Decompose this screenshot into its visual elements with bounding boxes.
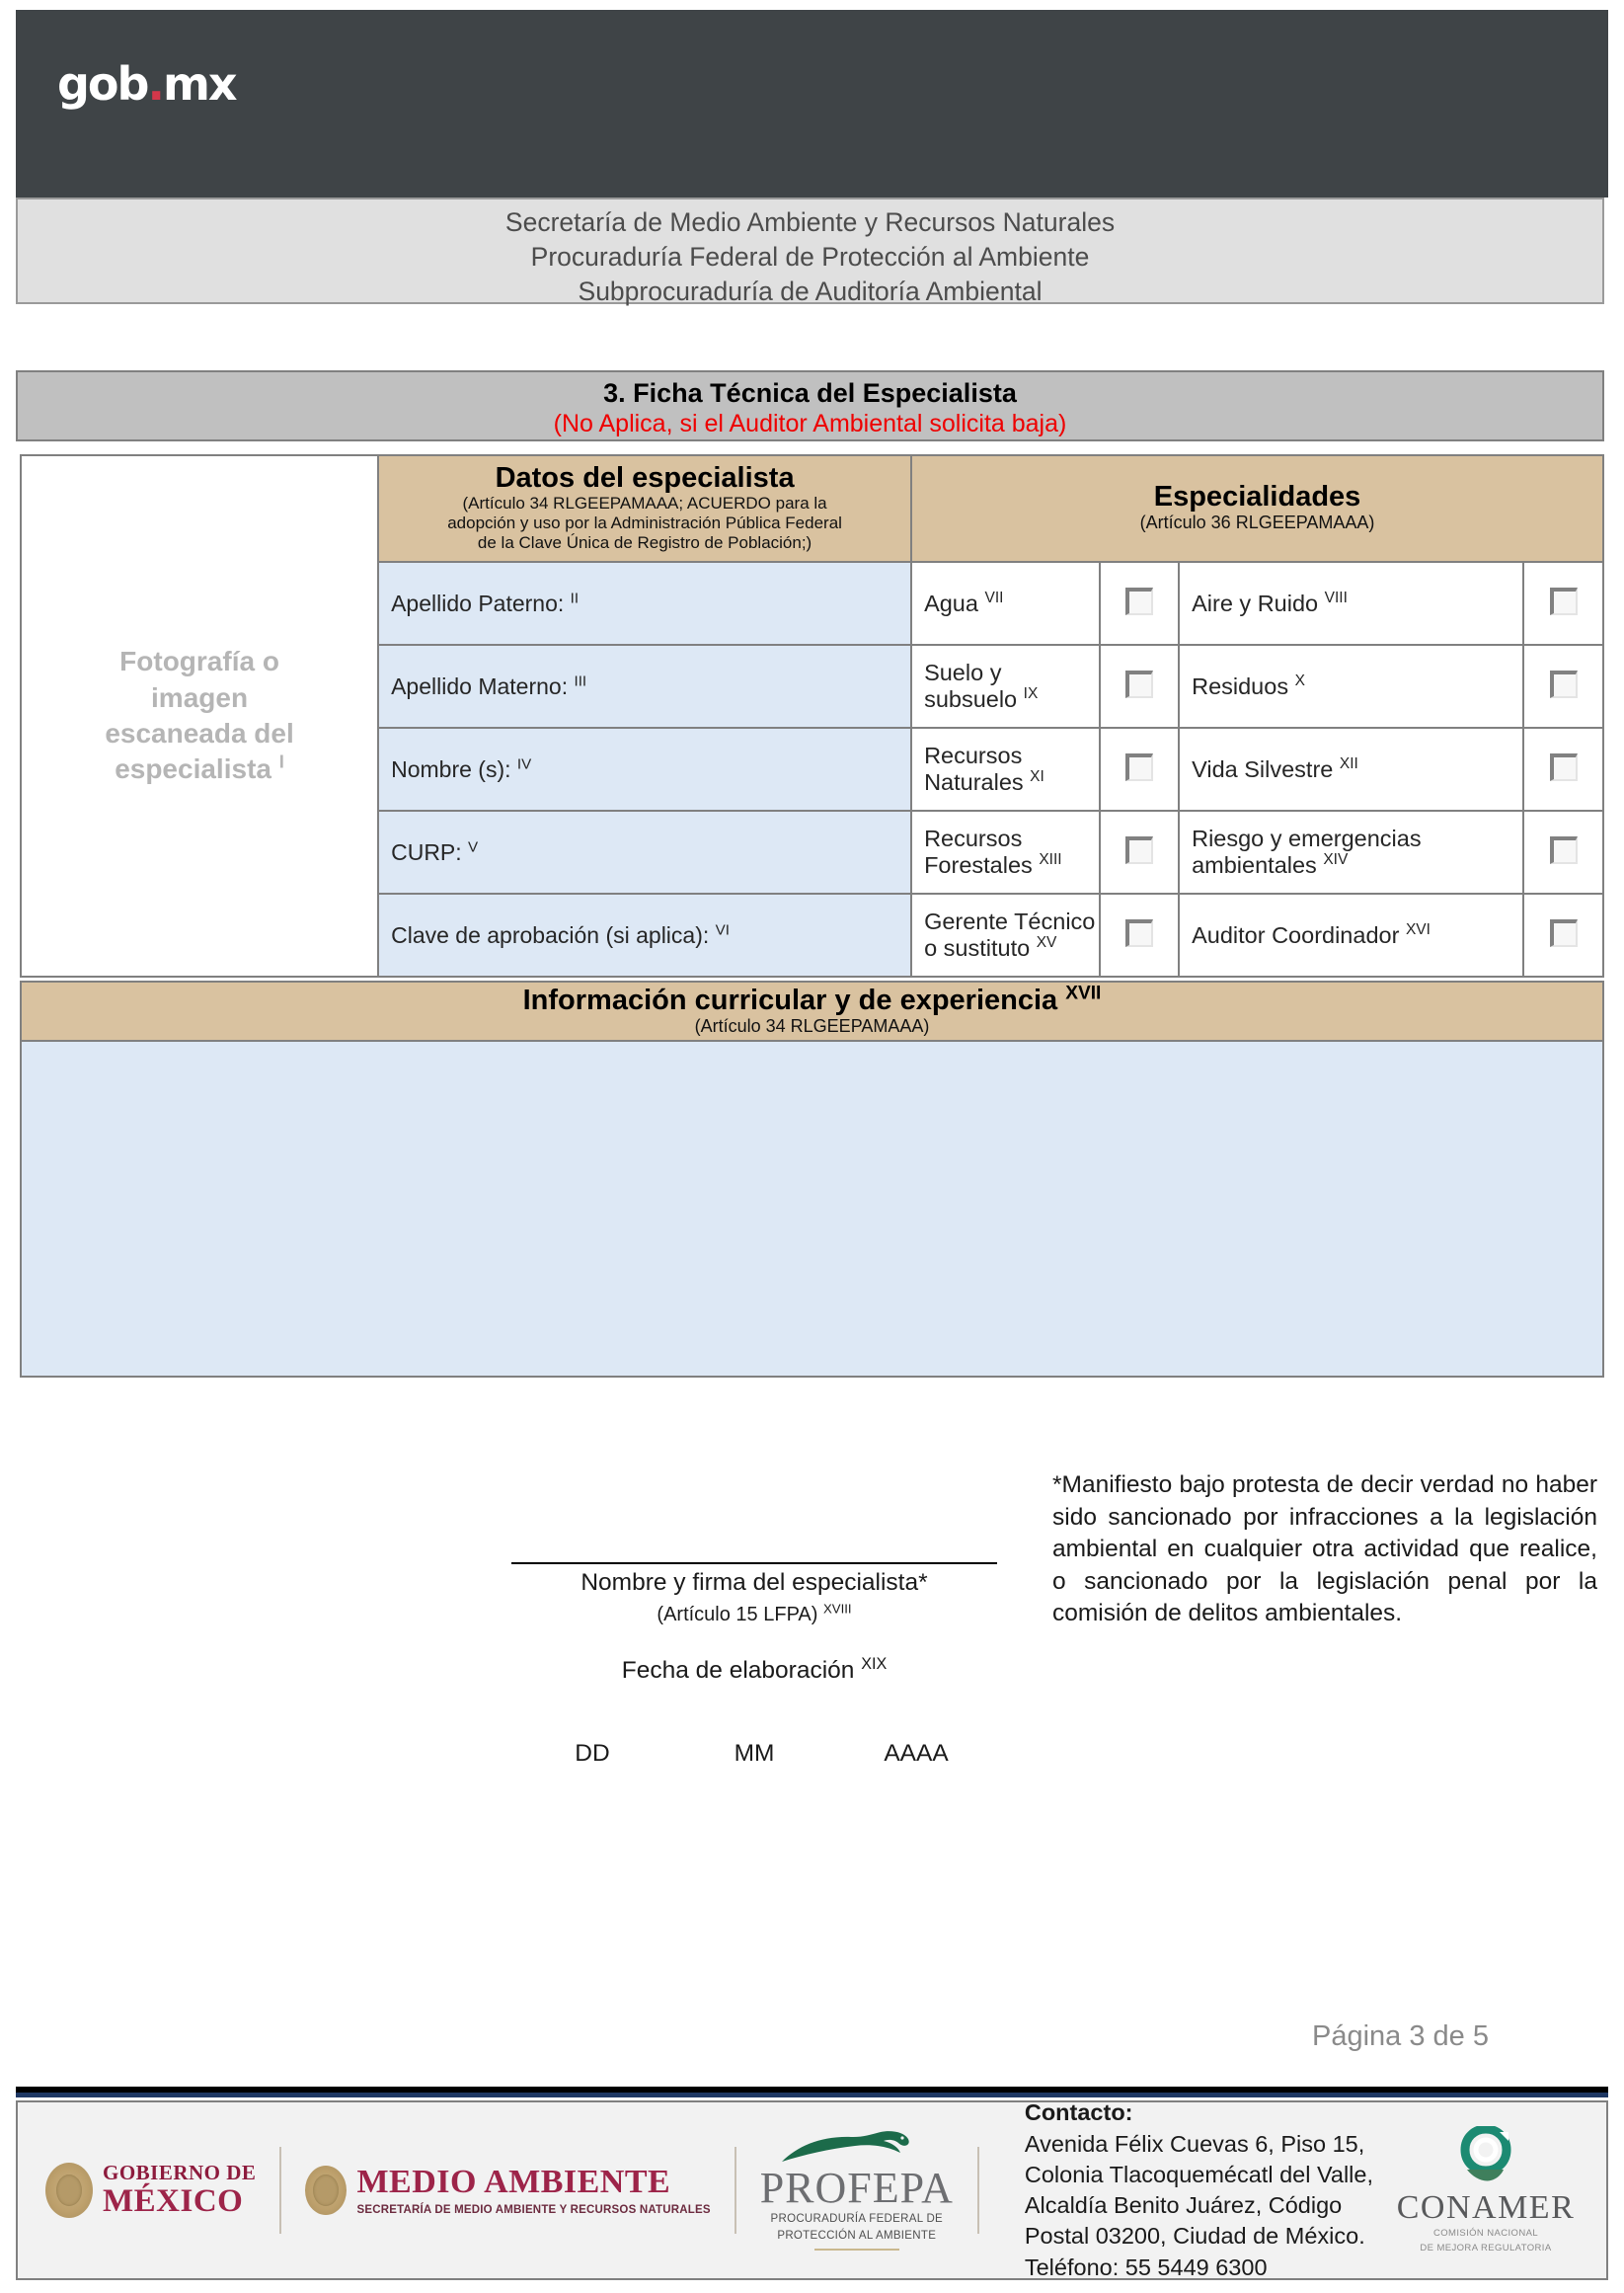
checkbox-icon[interactable] (1550, 753, 1578, 781)
profepa-sub-2: PROTECCIÓN AL AMBIENTE (777, 2229, 937, 2242)
specialty-label-suelo-y-subsuelo: Suelo y subsuelo $^{IX}$ (911, 645, 1100, 728)
curricular-header (20, 981, 1604, 1042)
date-part-mm[interactable]: MM (734, 1740, 775, 1767)
datos-header-sub-2: adopción y uso por la Administración Pública Federal (447, 514, 842, 533)
checkbox-icon[interactable] (1125, 836, 1153, 864)
checkbox-icon[interactable] (1125, 919, 1153, 947)
field-apellido-materno[interactable] (378, 645, 911, 728)
conamer-mark-icon (1457, 2126, 1514, 2187)
section-title: 3. Ficha Técnica del Especialista (603, 378, 1017, 408)
field-ref: III (574, 672, 587, 689)
page-number: Página 3 de 5 (1312, 2020, 1489, 2052)
signature-sub-ref: XVIII (823, 1601, 852, 1617)
gobierno-line-1: GOBIERNO DE (103, 2161, 257, 2185)
profepa-rule (814, 2249, 899, 2251)
curricular-textarea[interactable] (20, 1042, 1604, 1378)
logo-profepa (760, 2130, 954, 2252)
checkbox-icon[interactable] (1550, 919, 1578, 947)
photo-line-3: escaneada del (105, 718, 294, 750)
dependency-line-3: Subprocuraduría de Auditoría Ambiental (578, 277, 1043, 307)
logo-divider (279, 2147, 281, 2234)
contact-title: Contacto: (1024, 2099, 1133, 2126)
specialty-checkbox-suelo-y-subsuelo[interactable] (1100, 645, 1179, 728)
curricular-ref: XVII (1065, 983, 1102, 1004)
photo-line-1: Fotografía o (119, 646, 279, 677)
specialty-label-gerente-tecnico: Gerente Técnico o sustituto $^{XV}$ (911, 894, 1100, 977)
checkbox-icon[interactable] (1125, 671, 1153, 698)
gobmx-logo-text: gob (57, 57, 148, 111)
checkbox-icon[interactable] (1550, 671, 1578, 698)
specialty-label-recursos-naturales: Recursos Naturales $^{XI}$ (911, 728, 1100, 811)
eagle-seal-icon (305, 2166, 347, 2215)
contact-phone: Teléfono: 55 5449 6300 (1024, 2253, 1268, 2280)
especialidades-header-title: Especialidades (1153, 481, 1361, 514)
field-apellido-paterno[interactable] (378, 562, 911, 645)
specialty-checkbox-aire-y-ruido[interactable] (1523, 562, 1603, 645)
specialty-label-agua: Agua $^{VII}$ (911, 562, 1100, 645)
logo-divider (977, 2147, 979, 2234)
field-label: CURP: (391, 838, 462, 865)
fecha-ref: XIX (861, 1654, 888, 1673)
signature-sub: (Artículo 15 LFPA) $^{XVIII}$ (657, 1601, 852, 1625)
field-ref: VI (715, 920, 730, 938)
gobmx-banner (16, 10, 1608, 198)
photo-placeholder-cell[interactable] (21, 455, 378, 977)
gobierno-line-2: MÉXICO (103, 2183, 244, 2220)
curricular-sub: (Artículo 34 RLGEEPAMAAA) (694, 1016, 930, 1037)
field-ref: V (468, 837, 479, 855)
especialidades-header (911, 455, 1603, 562)
fecha-elaboracion-label: Fecha de elaboración $^{XIX}$ (621, 1654, 888, 1684)
table-header-row (21, 455, 1603, 562)
specialty-label-residuos: Residuos $^X$ (1179, 645, 1523, 728)
profepa-bird-icon (778, 2130, 936, 2166)
specialty-checkbox-auditor-coordinador[interactable] (1523, 894, 1603, 977)
checkbox-icon[interactable] (1125, 588, 1153, 615)
specialty-checkbox-riesgo-y-emergencias[interactable] (1523, 811, 1603, 894)
specialty-label-auditor-coordinador: Auditor Coordinador $^{XVI}$ (1179, 894, 1523, 977)
datos-especialista-header (378, 455, 911, 562)
field-ref: II (570, 589, 580, 606)
contact-address: Avenida Félix Cuevas 6, Piso 15, Colonia Tlacoquemécatl del Valle, Alcaldía Benito Juárez, Código Postal 03200, Ciudad de México. (1024, 2130, 1374, 2250)
especialidades-header-sub: (Artículo 36 RLGEEPAMAAA) (1139, 513, 1375, 533)
datos-header-sub-1: (Artículo 34 RLGEEPAMAAA; ACUERDO para la (462, 494, 827, 514)
specialist-form-table (20, 454, 1604, 978)
photo-line-4: especialista $^I$ (115, 751, 284, 785)
checkbox-icon[interactable] (1125, 753, 1153, 781)
conamer-sub-2: DE MEJORA REGULATORIA (1420, 2243, 1552, 2253)
curricular-title: Información curricular y de experiencia $^{XVII}$ (522, 983, 1102, 1016)
specialty-checkbox-recursos-forestales[interactable] (1100, 811, 1179, 894)
checkbox-icon[interactable] (1550, 836, 1578, 864)
field-clave-aprobacion[interactable] (378, 894, 911, 977)
gobmx-logo (57, 57, 236, 111)
specialty-checkbox-residuos[interactable] (1523, 645, 1603, 728)
logo-medio-ambiente (356, 2165, 710, 2216)
signature-line (511, 1562, 997, 1564)
date-part-dd[interactable]: DD (575, 1740, 610, 1767)
field-ref: IV (516, 754, 532, 772)
photo-line-2: imagen (151, 681, 249, 713)
section-title-bar (16, 370, 1604, 441)
field-nombres[interactable] (378, 728, 911, 811)
date-parts-row (511, 1740, 997, 1768)
date-part-aaaa[interactable]: AAAA (884, 1740, 949, 1767)
manifiesto-text: *Manifiesto bajo protesta de decir verdad no haber sido sancionado por infracciones a la legislación ambiental en cualquier otra actividad que realice, o sancionado por la legislación penal por la comisión de delitos ambientales. (1052, 1471, 1597, 1627)
photo-note-ref: I (278, 751, 284, 773)
field-label: Apellido Materno: (391, 672, 569, 699)
specialty-label-aire-y-ruido: Aire y Ruido $^{VIII}$ (1179, 562, 1523, 645)
gobmx-logo-dot: . (147, 57, 163, 111)
profepa-title: PROFEPA (759, 2163, 954, 2212)
eagle-seal-icon (45, 2163, 93, 2218)
specialty-checkbox-agua[interactable] (1100, 562, 1179, 645)
profepa-sub-1: PROCURADURÍA FEDERAL DE (770, 2212, 944, 2225)
medio-ambiente-sub: SECRETARÍA DE MEDIO AMBIENTE Y RECURSOS NATURALES (356, 2203, 711, 2216)
conamer-sub-1: COMISIÓN NACIONAL (1432, 2227, 1539, 2239)
logo-gobierno-de-mexico (103, 2162, 256, 2219)
gobmx-logo-suffix: mx (162, 57, 236, 111)
field-curp[interactable] (378, 811, 911, 894)
field-label: Apellido Paterno: (391, 590, 565, 616)
specialty-label-recursos-forestales: Recursos Forestales $^{XIII}$ (911, 811, 1100, 894)
conamer-title: CONAMER (1396, 2188, 1576, 2226)
dependency-line-1: Secretaría de Medio Ambiente y Recursos Naturales (504, 207, 1116, 237)
logo-conamer (1387, 2126, 1606, 2255)
datos-header-title: Datos del especialista (495, 462, 795, 494)
specialty-checkbox-gerente-tecnico[interactable] (1100, 894, 1179, 977)
contact-info (1003, 2097, 1387, 2283)
field-label: Nombre (s): (391, 755, 511, 782)
dependency-block (16, 198, 1604, 307)
footer-rule-blue (16, 2093, 1608, 2097)
specialty-checkbox-vida-silvestre[interactable] (1523, 728, 1603, 811)
logo-divider (735, 2147, 736, 2234)
specialty-label-riesgo-y-emergencias: Riesgo y emergencias ambientales $^{XIV}$ (1179, 811, 1523, 894)
section-note: (No Aplica, si el Auditor Ambiental solicita baja) (553, 410, 1067, 438)
checkbox-icon[interactable] (1550, 588, 1578, 615)
field-label: Clave de aprobación (si aplica): (391, 921, 710, 948)
signature-label: Nombre y firma del especialista* (580, 1569, 928, 1596)
specialty-label-vida-silvestre: Vida Silvestre $^{XII}$ (1179, 728, 1523, 811)
medio-ambiente-title: MEDIO AMBIENTE (356, 2164, 671, 2201)
footer (16, 2100, 1608, 2280)
footer-logos (18, 2130, 1003, 2252)
datos-header-sub-3: de la Clave Única de Registro de Población;) (477, 533, 812, 553)
specialty-checkbox-recursos-naturales[interactable] (1100, 728, 1179, 811)
dependency-line-2: Procuraduría Federal de Protección al Ambiente (530, 242, 1090, 273)
